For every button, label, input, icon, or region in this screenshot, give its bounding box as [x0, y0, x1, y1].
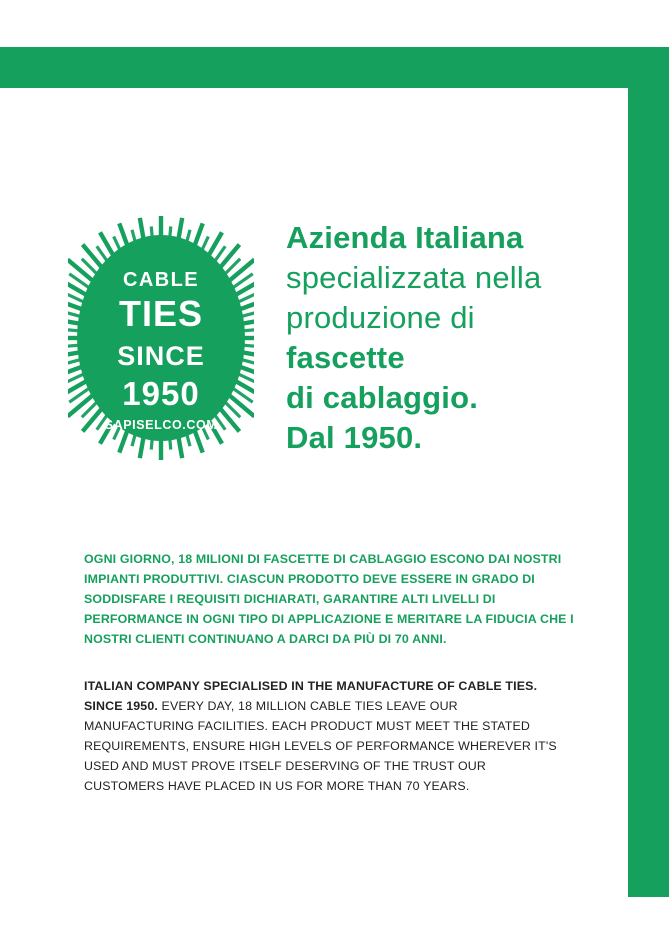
headline-line-4: fascette — [286, 340, 405, 375]
headline-line-5: di cablaggio. — [286, 380, 479, 415]
italian-body-paragraph: OGNI GIORNO, 18 MILIONI DI FASCETTE DI CABLAGGIO ESCONO DAI NOSTRI IMPIANTI PRODUTTIVI. CIASCUN PRODOTTO DEVE ESSERE IN GRADO DI SODDISFARE I REQUISITI DICHIARATI, GARANTIRE ALTI LIVELLI DI PERFORMANCE IN OGNI TIPO DI APPLICAZIONE E MERITARE LA FIDUCIA CHE I NOSTRI CLIENTI CONTINUANO A DARCI DA PIÙ DI 70 ANNI. — [84, 552, 574, 647]
svg-text:1950: 1950 — [122, 375, 200, 412]
svg-text:SAPISELCO.COM: SAPISELCO.COM — [104, 418, 218, 432]
headline-line-2: specializzata nella — [286, 260, 542, 295]
cable-ties-since-1950-badge — [68, 213, 254, 463]
headline-line-6: Dal 1950. — [286, 420, 423, 455]
english-lead-sentence: ITALIAN COMPANY SPECIALISED IN THE MANUFACTURE OF CABLE TIES. SINCE 1950. — [84, 679, 538, 714]
english-body-paragraph — [84, 676, 564, 796]
english-rest-sentence: EVERY DAY, 18 MILLION CABLE TIES LEAVE OUR MANUFACTURING FACILITIES. EACH PRODUCT MUST MEET THE STATED REQUIREMENTS, ENSURE HIGH LEVELS OF PERFORMANCE WHEREVER IT'S USED AND MUST PROVE ITSELF DESERVING OF THE TRUST OUR CUSTOMERS HAVE PLACED IN US FOR MORE THAN 70 YEARS. — [84, 699, 557, 794]
headline-line-1: Azienda Italiana — [286, 220, 524, 255]
svg-text:SINCE: SINCE — [117, 341, 205, 371]
headline — [286, 218, 616, 458]
hero-section — [0, 120, 628, 500]
svg-text:TIES: TIES — [118, 293, 204, 334]
svg-text:CABLE: CABLE — [123, 269, 199, 291]
headline-line-3: produzione di — [286, 300, 475, 335]
bottom-white-strip — [0, 897, 669, 947]
